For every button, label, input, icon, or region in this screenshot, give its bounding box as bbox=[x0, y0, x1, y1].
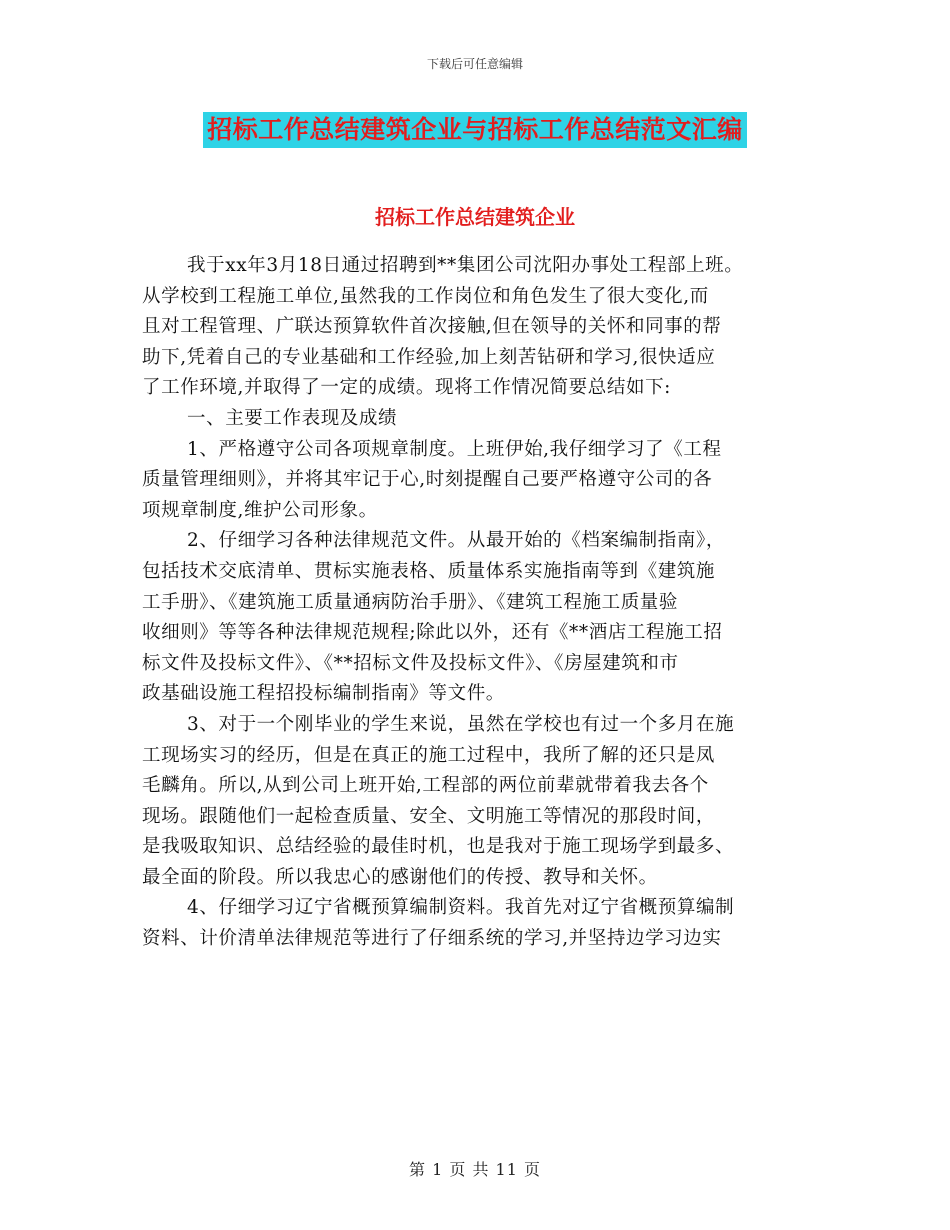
main-title-wrapper bbox=[0, 112, 950, 148]
paragraph-line: 4、仔细学习辽宁省概预算编制资料。我首先对辽宁省概预算编制 bbox=[187, 897, 735, 919]
paragraph-line: 标文件及投标文件》、《**招标文件及投标文件》、《房屋建筑和市 bbox=[142, 652, 679, 674]
paragraph-line: 质量管理细则》，并将其牢记于心,时刻提醒自己要严格遵守公司的各 bbox=[142, 469, 713, 491]
paragraph-line: 包括技术交底清单、贯标实施表格、质量体系实施指南等到《建筑施 bbox=[142, 560, 716, 582]
paragraph-line: 工现场实习的经历，但是在真正的施工过程中，我所了解的还只是凤 bbox=[142, 744, 716, 766]
paragraph-line: 政基础设施工程招投标编制指南》等文件。 bbox=[142, 683, 505, 705]
section-heading-line: 一、主要工作表现及成绩 bbox=[187, 407, 398, 429]
paragraph-line: 从学校到工程施工单位,虽然我的工作岗位和角色发生了很大变化,而 bbox=[142, 285, 709, 307]
paragraph-line: 是我吸取知识、总结经验的最佳时机，也是我对于施工现场学到最多、 bbox=[142, 836, 735, 858]
paragraph-line: 最全面的阶段。所以我忠心的感谢他们的传授、教导和关怀。 bbox=[142, 866, 658, 888]
paragraph-line: 1、严格遵守公司各项规章制度。上班伊始,我仔细学习了《工程 bbox=[187, 438, 722, 460]
page-footer: 第 1 页 共 11 页 bbox=[409, 1160, 541, 1179]
paragraph-line: 助下,凭着自己的专业基础和工作经验,加上刻苦钻研和学习,很快适应 bbox=[142, 346, 716, 368]
paragraph-line: 且对工程管理、广联达预算软件首次接触,但在领导的关怀和同事的帮 bbox=[142, 316, 722, 338]
main-title: 招标工作总结建筑企业与招标工作总结范文汇编 bbox=[203, 112, 747, 148]
paragraph-line: 2、仔细学习各种法律规范文件。从最开始的《档案编制指南》， bbox=[187, 530, 725, 552]
paragraph-line: 收细则》等等各种法律规范规程;除此以外，还有《**酒店工程施工招 bbox=[142, 622, 723, 644]
paragraph-line: 现场。跟随他们一起检查质量、安全、文明施工等情况的那段时间， bbox=[142, 805, 716, 827]
section-title: 招标工作总结建筑企业 bbox=[375, 205, 575, 229]
paragraph-line: 我于xx年3月18日通过招聘到**集团公司沈阳办事处工程部上班。 bbox=[187, 255, 744, 276]
paragraph-line: 项规章制度,维护公司形象。 bbox=[142, 499, 378, 521]
paragraph-line: 毛麟角。所以,从到公司上班开始,工程部的两位前辈就带着我去各个 bbox=[142, 775, 709, 797]
paragraph-line: 资料、计价清单法律规范等进行了仔细系统的学习,并坚持边学习边实 bbox=[142, 928, 722, 950]
paragraph-line: 3、对于一个刚毕业的学生来说，虽然在学校也有过一个多月在施 bbox=[187, 713, 735, 735]
document-body bbox=[142, 251, 822, 955]
header-note: 下载后可任意编辑 bbox=[426, 57, 523, 71]
paragraph-line: 了工作环境,并取得了一定的成绩。现将工作情况简要总结如下: bbox=[142, 377, 672, 399]
paragraph-line: 工手册》、《建筑施工质量通病防治手册》、《建筑工程施工质量验 bbox=[142, 591, 679, 613]
